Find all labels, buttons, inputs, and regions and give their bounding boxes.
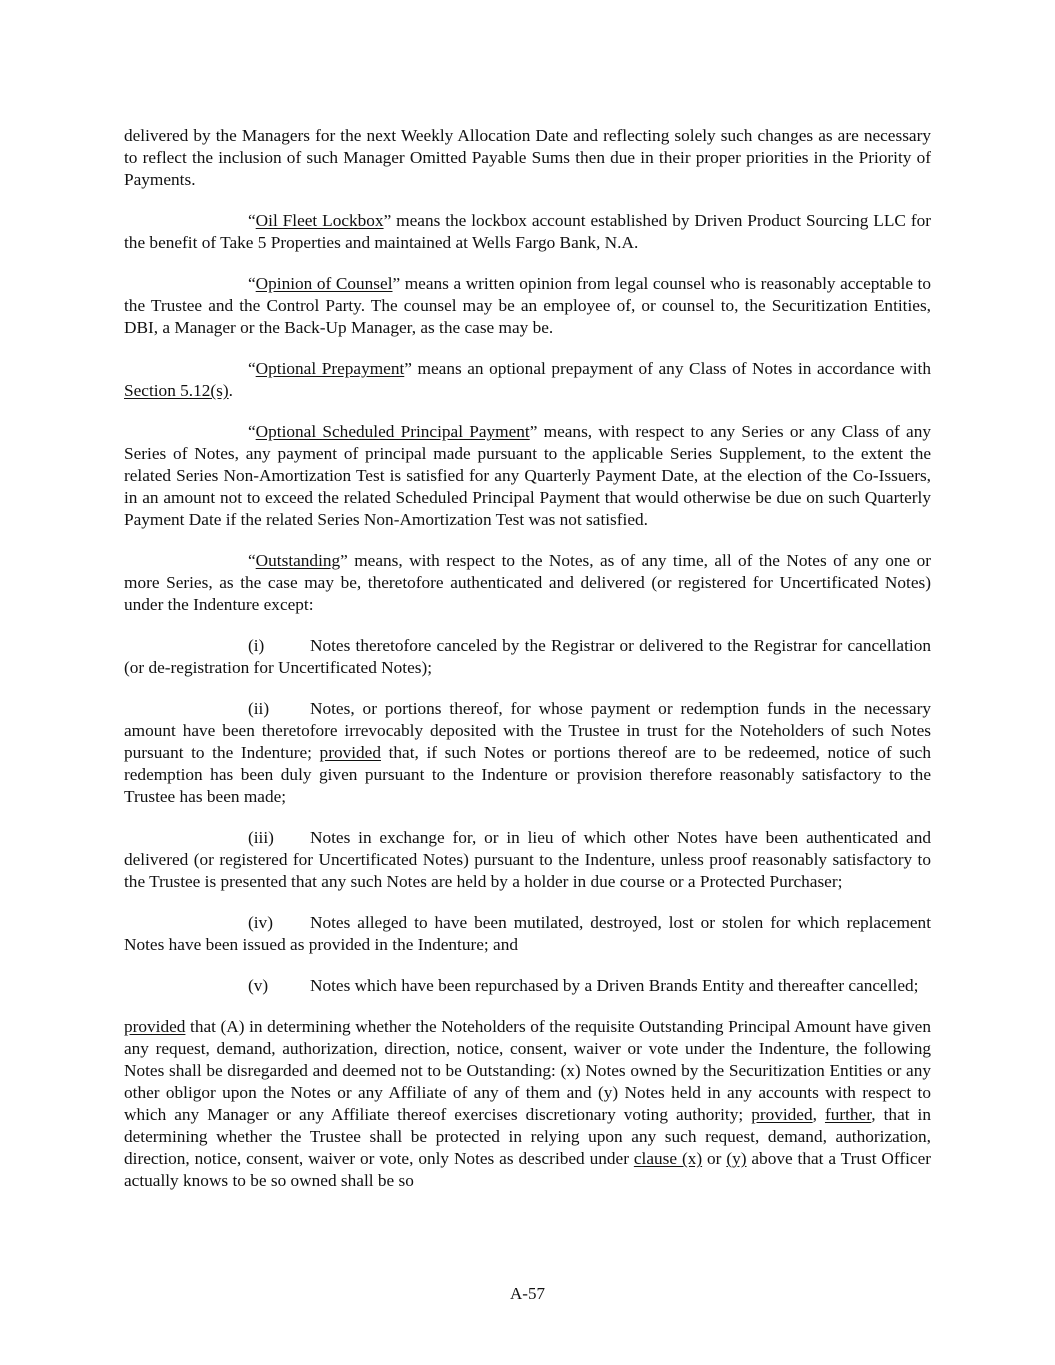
section-reference: Section 5.12(s)	[124, 381, 229, 400]
provided-term: provided	[319, 743, 381, 762]
defined-term: Optional Scheduled Principal Payment	[255, 422, 530, 441]
page-number: A-57	[510, 1284, 545, 1303]
definition-outstanding: “Outstanding” means, with respect to the Notes, as of any time, all of the Notes of any one or more Series, as the case may be, theretofore authenticated and delivered (or registered for Uncertificated Notes) under the Indenture except:	[124, 551, 931, 614]
clause-y-reference: (y)	[726, 1149, 747, 1168]
document-page	[124, 125, 931, 1211]
proviso-paragraph: provided that (A) in determining whether the Noteholders of the requisite Outstanding Principal Amount have given any request, demand, authorization, direction, notice, consent, waiver or vote under the Indenture, the following Notes shall be disregarded and deemed not to be Outstanding: (x) Notes owned by the Securitization Entities or any other obligor upon the Notes or any Affiliate of any of them and (y) Notes held in any accounts with respect to which any Manager or any Affiliate thereof exercises discretionary voting authority; provided, further, that in determining whether the Trustee shall be protected in relying upon any such request, demand, authorization, direction, notice, consent, waiver or vote, only Notes as described under clause (x) or (y) above that a Trust Officer actually knows to be so owned shall be so	[124, 1017, 931, 1190]
definition-optional-scheduled-principal-payment: “Optional Scheduled Principal Payment” means, with respect to any Series or any Class of any Series of Notes, any payment of principal made pursuant to the applicable Series Supplement, to the extent the related Series Non-Amortization Test is satisfied for any Quarterly Payment Date, at the election of the Co-Issuers, in an amount not to exceed the related Scheduled Principal Payment that would otherwise be due on such Quarterly Payment Date if the related Series Non-Amortization Test was not satisfied.	[124, 422, 931, 529]
item-number: (iv)	[248, 913, 273, 932]
definition-oil-fleet-lockbox: “Oil Fleet Lockbox” means the lockbox account established by Driven Product Sourcing LLC for the benefit of Take 5 Properties and maintained at Wells Fargo Bank, N.A.	[124, 211, 931, 252]
provided-term: provided	[751, 1105, 813, 1124]
clause-x-reference: clause (x)	[633, 1149, 703, 1168]
list-item-iv: (iv) Notes alleged to have been mutilated, destroyed, lost or stolen for which replacement Notes have been issued as provided in the Indenture; and	[124, 913, 931, 954]
defined-term: Oil Fleet Lockbox	[255, 211, 384, 230]
list-item-ii: (ii) Notes, or portions thereof, for whose payment or redemption funds in the necessary amount have been theretofore irrevocably deposited with the Trustee in trust for the Noteholders of such Notes pursuant to the Indenture; provided that, if such Notes or portions thereof are to be redeemed, notice of such redemption has been duly given pursuant to the Indenture or provision therefore reasonably satisfactory to the Trustee has been made;	[124, 699, 931, 806]
definition-optional-prepayment: “Optional Prepayment” means an optional prepayment of any Class of Notes in accordance with Section 5.12(s).	[124, 359, 931, 400]
list-item-i: (i) Notes theretofore canceled by the Registrar or delivered to the Registrar for cancellation (or de-registration for Uncertificated Notes);	[124, 636, 931, 677]
definition-opinion-of-counsel: “Opinion of Counsel” means a written opinion from legal counsel who is reasonably acceptable to the Trustee and the Control Party. The counsel may be an employee of, or counsel to, the Securitization Entities, DBI, a Manager or the Back-Up Manager, as the case may be.	[124, 274, 932, 337]
list-item-v: (v) Notes which have been repurchased by a Driven Brands Entity and thereafter cancelled;	[248, 976, 919, 995]
provided-term: provided	[124, 1017, 186, 1036]
defined-term: Opinion of Counsel	[255, 274, 393, 293]
item-number: (v)	[248, 976, 269, 995]
item-number: (iii)	[248, 828, 274, 847]
item-number: (ii)	[248, 699, 270, 718]
defined-term: Optional Prepayment	[255, 359, 405, 378]
continuation-paragraph: delivered by the Managers for the next Weekly Allocation Date and reflecting solely such changes as are necessary to reflect the inclusion of such Manager Omitted Payable Sums then due in their proper priorities in the Priority of Payments.	[124, 126, 931, 189]
list-item-iii: (iii) Notes in exchange for, or in lieu of which other Notes have been authenticated and delivered (or registered for Uncertificated Notes) pursuant to the Indenture, unless proof reasonably satisfactory to the Trustee is presented that any such Notes are held by a holder in due course or a Protected Purchaser;	[124, 828, 931, 891]
further-term: further	[824, 1105, 872, 1124]
item-number: (i)	[248, 636, 265, 655]
defined-term: Outstanding	[255, 551, 341, 570]
